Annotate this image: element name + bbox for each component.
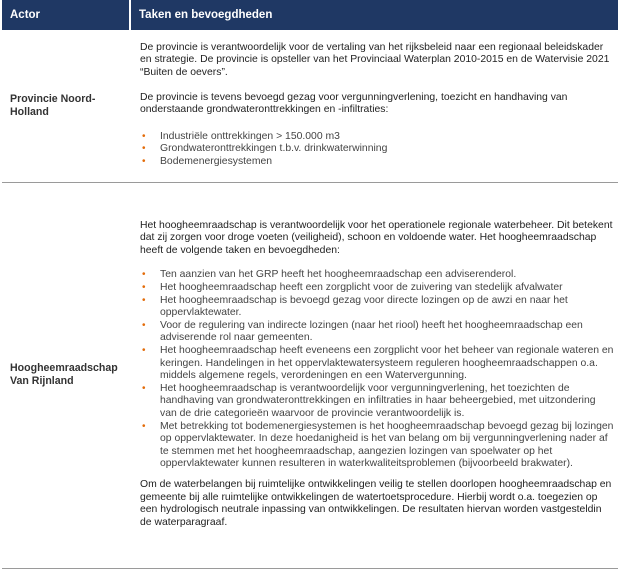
- table-row: [2, 182, 618, 568]
- list-item: • Het hoogheemraadschap is bevoegd gezag voor directe lozingen op de awzi en naar het oppervlaktewater.: [152, 295, 614, 320]
- paragraph: Om de waterbelangen bij ruimtelijke ontwikkelingen veilig te stellen doorlopen hoogheemraadschap en gemeente bij alle ruimtelijke ontwikkelingen de watertoetsprocedure. Hierbij wordt o.a. toegezien op een hydrologisch neutrale inpassing van ontwikkelingen. De resultaten hiervan worden vastgesteldin de waterparagraaf.: [140, 478, 612, 528]
- list-item: • Het hoogheemraadschap is verantwoordelijk voor vergunningverlening, het toezichten de handhaving van grondwateronttrekkingen en infiltraties in haar beheergebied, met uitzondering van de drie categorieën waarvoor de provincie verantwoordelijk is.: [152, 383, 614, 421]
- tasks-cell: [130, 182, 618, 568]
- bullet-list: [140, 131, 614, 169]
- list-item: • Grondwateronttrekkingen t.b.v. drinkwaterwinning: [152, 143, 614, 156]
- list-item: • Met betrekking tot bodemenergiesystemen is het hoogheemraadschap bevoegd gezag bij lozingen op oppervlaktewater. In deze hoedanigheid is het van belang om bij vergunningverlening nader af te stemmen met het hoogheemraadschap, aangezien lozingen van spoelwater op het oppervlaktewater kunnen resulteren in waterkwaliteitsproblemen (bijvoorbeeld brakwater).: [152, 421, 614, 471]
- list-item: • Voor de regulering van indirecte lozingen (naar het riool) heeft het hoogheemraadschap een adviserende rol naar gemeenten.: [152, 320, 614, 345]
- actor-cell: Provincie Noord-Holland: [10, 92, 96, 118]
- list-item: • Het hoogheemraadschap heeft een zorgplicht voor de zuivering van stedelijk afvalwater: [152, 282, 614, 295]
- header-actor: Actor: [2, 0, 130, 30]
- header-tasks: Taken en bevoegdheden: [130, 0, 618, 30]
- actor-cell: Hoogheemraadschap Van Rijnland: [2, 182, 130, 568]
- actors-table: [2, 0, 618, 569]
- tasks-cell: [130, 30, 618, 182]
- paragraph: De provincie is verantwoordelijk voor de vertaling van het rijksbeleid naar een regionaal beleidskader en strategie. De provincie is opsteller van het Provinciaal Waterplan 2010-2015 en de Watervisie 2021 “Buiten de oevers”.: [140, 41, 610, 79]
- paragraph: Het hoogheemraadschap is verantwoordelijk voor het operationele regionale waterbeheer. Dit betekent dat zij zorgen voor droge voeten (veiligheid), schoon en voldoende water. Het hoogheemraadschap heeft de volgende taken en bevoegdheden:: [140, 219, 613, 256]
- list-item: • Industriële onttrekkingen > 150.000 m3: [152, 131, 614, 144]
- table-row: [2, 30, 618, 182]
- paragraph: De provincie is tevens bevoegd gezag voor vergunningverlening, toezicht en handhaving van onderstaande grondwateronttrekkingen en -infiltraties:: [140, 91, 568, 116]
- bullet-list: [140, 269, 614, 471]
- list-item: • Het hoogheemraadschap heeft eveneens een zorgplicht voor het beheer van regionale wateren en keringen. Handelingen in het oppervlaktewatersysteem reguleren hoogheemraadschappen o.a. middels algemene regels, verordeningen en een Watervergunning.: [152, 345, 614, 383]
- list-item: • Bodemenergiesystemen: [152, 156, 614, 169]
- header-row: [2, 0, 618, 30]
- list-item: • Ten aanzien van het GRP heeft het hoogheemraadschap een adviserenderol.: [152, 269, 614, 282]
